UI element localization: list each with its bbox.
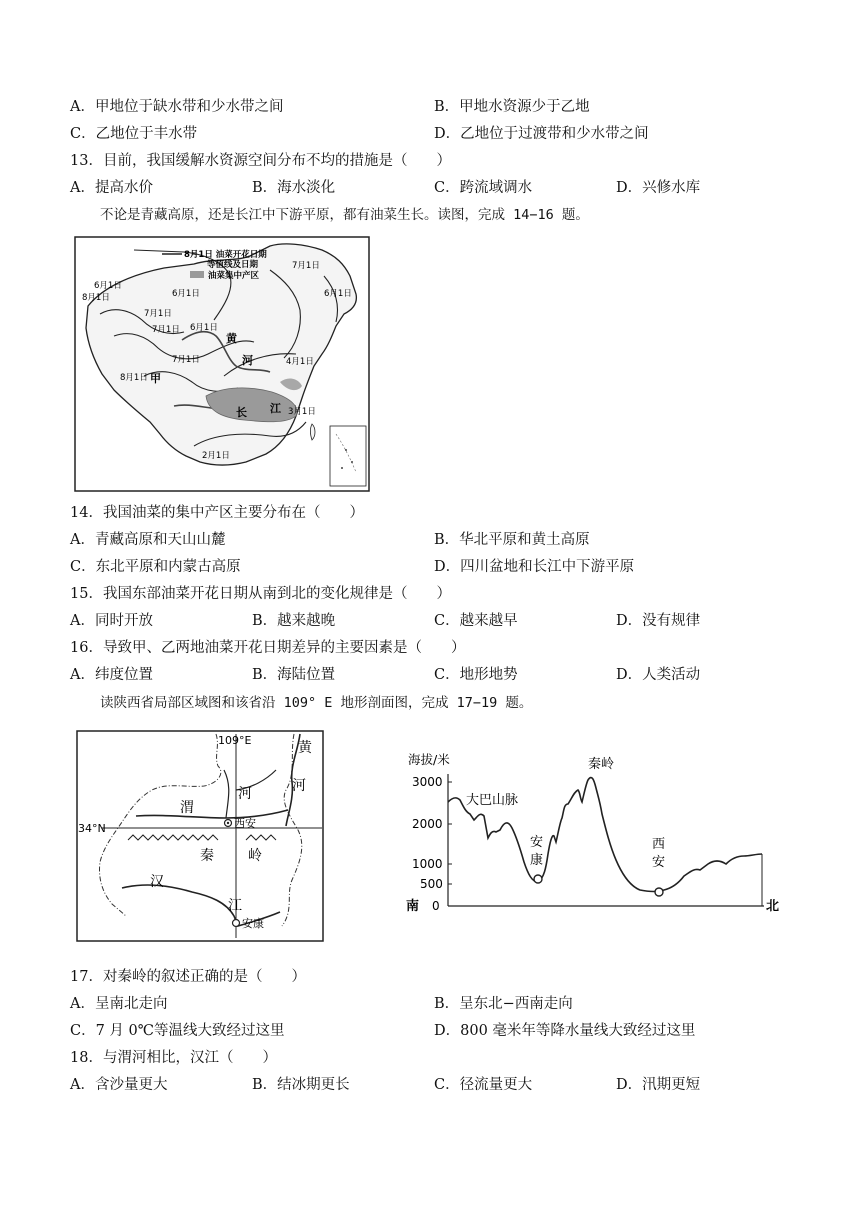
q13-option-a: A．提高水价 bbox=[70, 180, 153, 196]
q14-option-c: C．东北平原和内蒙古高原 bbox=[70, 559, 241, 575]
q16-stem: 16．导致甲、乙两地油菜开花日期差异的主要因素是（ ） bbox=[70, 640, 466, 656]
label-ankang-2: 康 bbox=[530, 853, 544, 868]
label-jun1-ne: 6月1日 bbox=[324, 289, 352, 299]
q12-option-b: B．甲地水资源少于乙地 bbox=[434, 99, 590, 115]
q15-option-b: B．越来越晚 bbox=[252, 613, 336, 629]
q14-option-d: D．四川盆地和长江中下游平原 bbox=[434, 559, 635, 575]
legend-isoline-sub: 等值线及日期 bbox=[207, 260, 259, 270]
q13-option-d: D．兴修水库 bbox=[616, 180, 701, 196]
label-wei-he: 河 bbox=[238, 786, 252, 802]
q15-option-a: A．同时开放 bbox=[70, 613, 153, 629]
q12-option-a: A．甲地位于缺水带和少水带之间 bbox=[70, 99, 284, 115]
y-tick-0: 0 bbox=[432, 899, 440, 913]
q12-option-c: C．乙地位于丰水带 bbox=[70, 126, 198, 142]
y-tick-500: 500 bbox=[420, 877, 443, 891]
label-han: 汉 bbox=[150, 874, 164, 890]
q17-stem: 17．对秦岭的叙述正确的是（ ） bbox=[70, 969, 306, 985]
q17-option-a: A．呈南北走向 bbox=[70, 996, 168, 1012]
label-south: 南 bbox=[406, 899, 420, 914]
label-ankang: 安康 bbox=[242, 917, 264, 930]
label-huang: 黄 bbox=[226, 332, 237, 345]
label-dabashan: 大巴山脉 bbox=[466, 793, 519, 808]
label-xian: 西安 bbox=[234, 817, 256, 830]
intro-17-19: 读陕西省局部区域图和该省沿 109° E 地形剖面图，完成 17−19 题。 bbox=[100, 695, 533, 711]
label-xian-2: 安 bbox=[652, 855, 666, 870]
south-sea-inset bbox=[330, 426, 366, 486]
label-ling: 岭 bbox=[248, 848, 262, 864]
q18-option-b: B．结冰期更长 bbox=[252, 1077, 350, 1093]
xian-point bbox=[655, 888, 663, 896]
label-north: 北 bbox=[766, 899, 780, 914]
label-jiang: 江 bbox=[270, 402, 281, 415]
label-feb1: 2月1日 bbox=[202, 451, 230, 461]
intro-14-16: 不论是青藏高原，还是长江中下游平原，都有油菜生长。读图，完成 14−16 题。 bbox=[100, 207, 589, 223]
label-he: 河 bbox=[242, 354, 253, 367]
y-tick-3000: 3000 bbox=[412, 775, 443, 789]
label-jia: 甲 bbox=[150, 372, 161, 385]
label-jul1-w: 7月1日 bbox=[144, 309, 172, 319]
label-wei: 渭 bbox=[180, 800, 194, 816]
q14-stem: 14．我国油菜的集中产区主要分布在（ ） bbox=[70, 505, 364, 521]
q18-option-a: A．含沙量更大 bbox=[70, 1077, 168, 1093]
shaanxi-map bbox=[76, 730, 324, 942]
q17-option-d: D．800 毫米年等降水量线大致经过这里 bbox=[434, 1023, 696, 1039]
label-aug1-jia: 8月1日 bbox=[120, 373, 148, 383]
q18-option-d: D．汛期更短 bbox=[616, 1077, 701, 1093]
label-jul1-c: 7月1日 bbox=[152, 325, 180, 335]
q17-option-c: C．7 月 0℃等温线大致经过这里 bbox=[70, 1023, 285, 1039]
q18-option-c: C．径流量更大 bbox=[434, 1077, 533, 1093]
q15-option-c: C．越来越早 bbox=[434, 613, 518, 629]
label-mar1: 3月1日 bbox=[288, 407, 316, 417]
label-34n: 34°N bbox=[78, 822, 106, 835]
q16-option-c: C．地形地势 bbox=[434, 667, 518, 683]
label-jun1-c: 6月1日 bbox=[190, 323, 218, 333]
q15-option-d: D．没有规律 bbox=[616, 613, 701, 629]
rapeseed-map bbox=[74, 236, 370, 492]
label-qinling-peak: 秦岭 bbox=[588, 757, 615, 772]
q14-option-b: B．华北平原和黄土高原 bbox=[434, 532, 590, 548]
label-chang: 长 bbox=[236, 406, 247, 419]
q16-option-b: B．海陆位置 bbox=[252, 667, 336, 683]
q13-option-b: B．海水淡化 bbox=[252, 180, 336, 196]
label-xian-1: 西 bbox=[652, 837, 666, 852]
terrain-profile bbox=[396, 738, 786, 918]
label-ankang-1: 安 bbox=[530, 835, 544, 850]
q16-option-a: A．纬度位置 bbox=[70, 667, 153, 683]
y-axis-label: 海拔/米 bbox=[408, 752, 450, 767]
q18-stem: 18．与渭河相比，汉江（ ） bbox=[70, 1050, 277, 1066]
q12-option-d: D．乙地位于过渡带和少水带之间 bbox=[434, 126, 649, 142]
label-qin: 秦 bbox=[200, 848, 214, 864]
q13-option-c: C．跨流域调水 bbox=[434, 180, 533, 196]
q15-stem: 15．我国东部油菜开花日期从南到北的变化规律是（ ） bbox=[70, 586, 451, 602]
y-tick-1000: 1000 bbox=[412, 857, 443, 871]
legend-area-swatch bbox=[190, 271, 204, 278]
label-109e: 109°E bbox=[218, 734, 252, 747]
ankang-point bbox=[534, 875, 542, 883]
q14-option-a: A．青藏高原和天山山麓 bbox=[70, 532, 226, 548]
y-tick-2000: 2000 bbox=[412, 817, 443, 831]
label-huang: 黄 bbox=[298, 740, 312, 756]
ankang-marker bbox=[233, 920, 240, 927]
label-jul1-ne: 7月1日 bbox=[292, 261, 320, 271]
label-apr1: 4月1日 bbox=[286, 357, 314, 367]
legend-isoline-label: 8月1日 油菜开花日期 bbox=[184, 250, 267, 260]
label-jun1-w2: 6月1日 bbox=[172, 289, 200, 299]
legend-area-label: 油菜集中产区 bbox=[208, 271, 260, 281]
label-aug1-w: 8月1日 bbox=[82, 293, 110, 303]
q16-option-d: D．人类活动 bbox=[616, 667, 701, 683]
label-jul1-c2: 7月1日 bbox=[172, 355, 200, 365]
q17-option-b: B．呈东北−西南走向 bbox=[434, 996, 573, 1012]
q13-stem: 13．目前，我国缓解水资源空间分布不均的措施是（ ） bbox=[70, 153, 451, 169]
label-han-jiang: 江 bbox=[228, 898, 242, 914]
label-huang-he: 河 bbox=[292, 778, 306, 794]
label-jun1-w: 6月1日 bbox=[94, 281, 122, 291]
